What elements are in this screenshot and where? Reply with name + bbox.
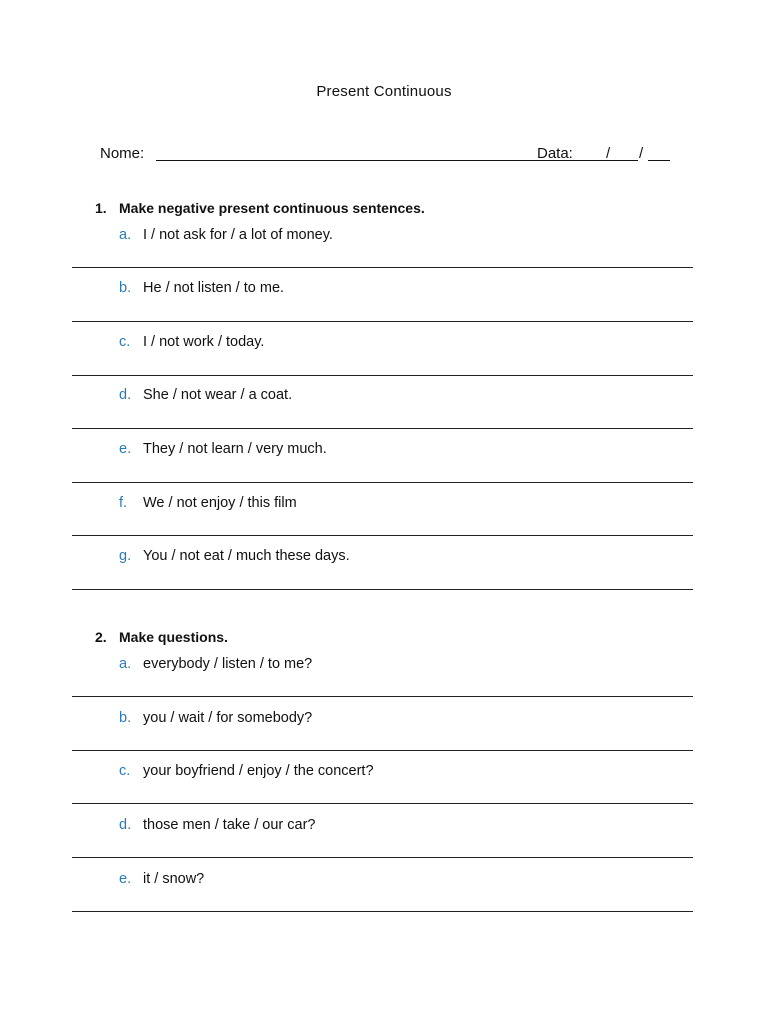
answer-line <box>72 696 693 697</box>
section-2-heading <box>95 629 228 645</box>
name-date-row <box>100 145 670 165</box>
date-day-blank <box>583 160 605 161</box>
item-text: He / not listen / to me. <box>143 280 285 296</box>
section-number: 2. <box>95 629 107 645</box>
item-text: those men / take / our car? <box>143 817 316 833</box>
item-letter: a. <box>119 656 132 672</box>
list-item <box>119 710 312 726</box>
item-text: She / not wear / a coat. <box>143 387 293 403</box>
list-item <box>119 280 284 296</box>
date-year-blank <box>648 160 670 161</box>
answer-line <box>72 535 693 536</box>
list-item <box>119 871 204 887</box>
item-letter: c. <box>119 763 131 779</box>
item-letter: a. <box>119 227 132 243</box>
item-letter: f. <box>119 495 128 511</box>
list-item <box>119 817 315 833</box>
item-text: You / not eat / much these days. <box>143 548 350 564</box>
section-1-heading <box>95 200 425 216</box>
item-letter: d. <box>119 817 132 833</box>
item-letter: e. <box>119 871 132 887</box>
answer-line <box>72 857 693 858</box>
answer-line <box>72 750 693 751</box>
answer-line <box>72 803 693 804</box>
answer-line <box>72 321 693 322</box>
item-text: I / not ask for / a lot of money. <box>143 227 333 243</box>
item-text: We / not enjoy / this film <box>143 495 297 511</box>
section-heading-text: Make negative present continuous sentences. <box>119 200 425 216</box>
list-item <box>119 656 312 672</box>
item-text: it / snow? <box>143 871 205 887</box>
date-slash-1: / <box>606 145 611 162</box>
item-letter: d. <box>119 387 132 403</box>
item-text: everybody / listen / to me? <box>143 656 313 672</box>
item-text: They / not learn / very much. <box>143 441 327 457</box>
date-month-blank <box>615 160 638 161</box>
answer-line <box>72 428 693 429</box>
answer-line <box>72 911 693 912</box>
item-text: you / wait / for somebody? <box>143 710 313 726</box>
item-letter: c. <box>119 334 131 350</box>
list-item <box>119 387 292 403</box>
date-slash-2: / <box>639 145 644 162</box>
date-label: Data: <box>537 145 573 162</box>
list-item <box>119 441 327 457</box>
item-letter: g. <box>119 548 132 564</box>
item-letter: e. <box>119 441 132 457</box>
list-item <box>119 227 333 243</box>
answer-line <box>72 482 693 483</box>
list-item <box>119 548 350 564</box>
list-item <box>119 334 264 350</box>
list-item <box>119 763 374 779</box>
answer-line <box>72 589 693 590</box>
answer-line <box>72 267 693 268</box>
section-number: 1. <box>95 200 107 216</box>
item-letter: b. <box>119 710 132 726</box>
list-item <box>119 495 297 511</box>
item-text: I / not work / today. <box>143 334 265 350</box>
page-title: Present Continuous <box>316 83 452 100</box>
section-heading-text: Make questions. <box>119 629 228 645</box>
item-text: your boyfriend / enjoy / the concert? <box>143 763 374 779</box>
item-letter: b. <box>119 280 132 296</box>
name-label: Nome: <box>100 145 145 162</box>
answer-line <box>72 375 693 376</box>
